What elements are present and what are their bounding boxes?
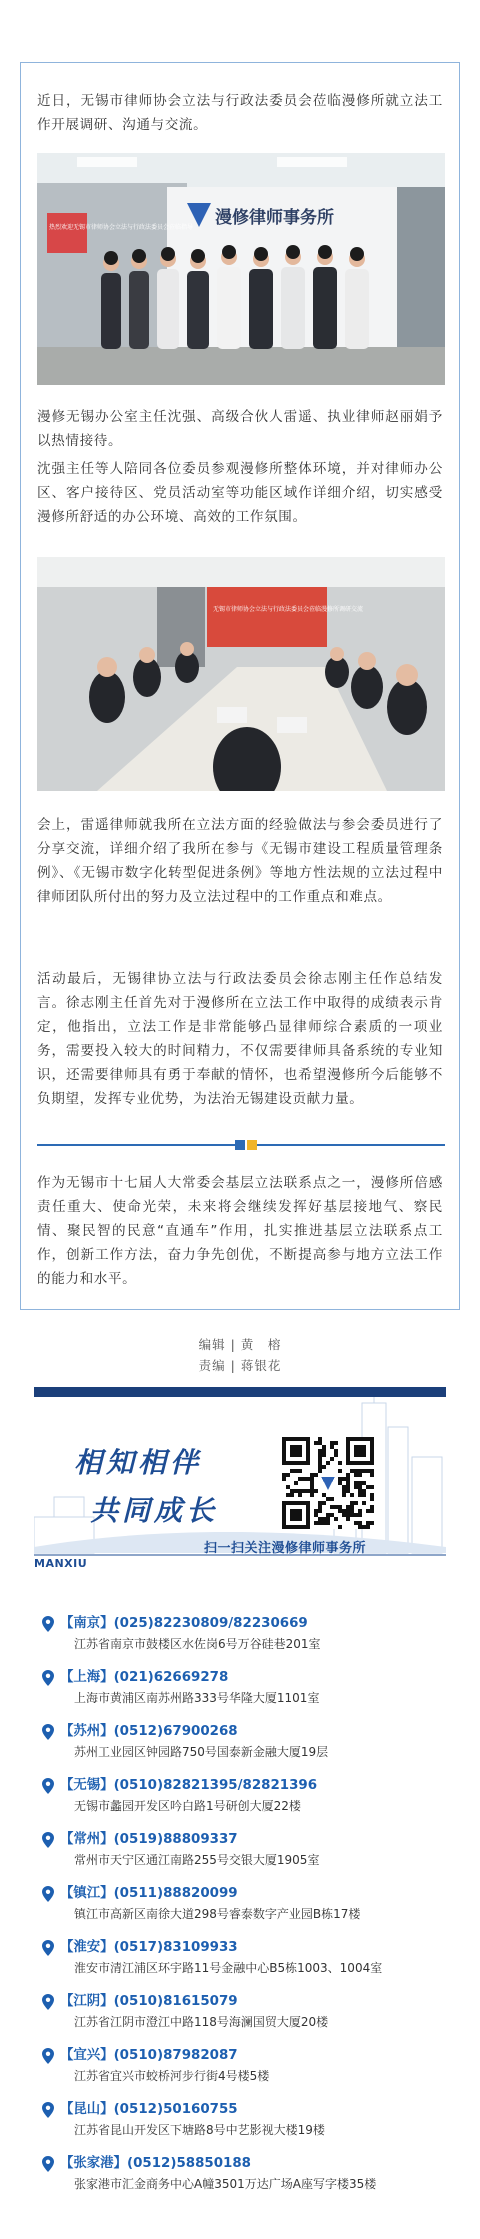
office-address: 江苏省宜兴市蛟桥河步行街4号楼5楼 [74,2069,270,2083]
office-phone: (021)62669278 [113,1670,229,1685]
office-address: 镇江市高新区南徐大道298号睿泰数字产业园B栋17楼 [74,1907,361,1921]
office-heading[interactable]: 【昆山】(0512)50160755 [60,2102,238,2117]
reception-paragraph: 漫修无锡办公室主任沈强、高级合伙人雷遥、执业律师赵丽娟予以热情接待。 [37,409,443,449]
slogan-line-2: 共同成长 [90,1494,219,1527]
office-item-zhangjiagang [36,2152,456,2204]
banner-top-bar [34,1387,446,1397]
tour-paragraph: 沈强主任等人陪同各位委员参观漫修所整体环境，并对律师办公区、客户接待区、党员活动室等功能区域作详细介绍，切实感受漫修所舒适的办公环境、高效的工作氛围。 [37,461,443,525]
office-heading[interactable]: 【淮安】(0517)83109933 [60,1940,238,1955]
editor-line: 编辑 | 黄 榕 [198,1337,282,1352]
office-heading[interactable]: 【无锡】(0510)82821395/82821396 [60,1778,318,1793]
office-heading[interactable]: 【南京】(025)82230809/82230669 [60,1616,308,1631]
office-heading[interactable]: 【常州】(0519)88809337 [60,1832,238,1847]
location-pin-icon [42,1832,54,1848]
office-address: 江苏省江阴市澄江中路118号海澜国贸大厦20楼 [74,2015,329,2029]
office-heading[interactable]: 【张家港】(0512)58850188 [60,2156,251,2171]
meeting-paragraph: 会上，雷遥律师就我所在立法方面的经验做法与参会委员进行了分享交流，详细介绍了我所在参与《无锡市建设工程质量管理条例》、《无锡市数字化转型促进条例》等地方性法规的立法过程中律师团队所付出的努力及立法过程中的工作重点和难点。 [37,817,443,905]
meeting-photo [37,557,445,791]
office-item-nanjing [36,1612,456,1664]
qr-code[interactable] [282,1437,374,1529]
office-address: 无锡市蠡园开发区吟白路1号研创大厦22楼 [74,1799,301,1813]
follow-banner [34,1397,446,1577]
office-item-yixing [36,2044,456,2096]
location-pin-icon [42,1616,54,1632]
location-pin-icon [42,1940,54,1956]
office-address: 江苏省昆山开发区下塘路8号中艺影视大楼19楼 [74,2123,325,2137]
scan-follow-text: 扫一扫关注漫修律师事务所 [204,1541,367,1556]
office-phone: (0510)81615079 [113,1994,238,2009]
office-phone: (025)82230809/82230669 [113,1616,308,1631]
location-pin-icon [42,1670,54,1686]
slogan-line-1: 相知相伴 [74,1446,203,1479]
office-item-jiangyin [36,1990,456,2042]
office-address: 上海市黄浦区南苏州路333号华隆大厦1101室 [74,1691,320,1705]
office-heading[interactable]: 【宜兴】(0510)87982087 [60,2048,238,2063]
office-item-shanghai [36,1666,456,1718]
office-phone: (0510)87982087 [113,2048,238,2063]
location-pin-icon [42,1886,54,1902]
chief-editor-line: 责编 | 蒋银花 [198,1358,282,1373]
office-item-zhenjiang [36,1882,456,1934]
location-pin-icon [42,1778,54,1794]
office-phone: (0511)88820099 [113,1886,238,1901]
office-item-wuxi [36,1774,456,1826]
office-phone: (0512)50160755 [113,2102,238,2117]
office-address: 张家港市汇金商务中心A幢3501万达广场A座写字楼35楼 [74,2177,377,2191]
office-phone: (0517)83109933 [113,1940,238,1955]
office-address: 苏州工业园区钟园路750号国泰新金融大厦19层 [74,1745,329,1759]
firm-sign-text: 漫修律师事务所 [215,208,334,228]
welcome-board-text: 热烈欢迎无锡市律师协会立法与行政法委员会莅临指导 [49,224,194,231]
location-pin-icon [42,1994,54,2010]
office-heading[interactable]: 【镇江】(0511)88820099 [60,1886,238,1901]
office-phone: (0512)58850188 [126,2156,251,2171]
office-address: 常州市天宁区通江南路255号交银大厦1905室 [74,1853,320,1867]
office-item-huaian [36,1936,456,1988]
meeting-screen-text: 无锡市律师协会立法与行政法委员会莅临漫修所调研交流 [213,606,364,613]
office-phone: (0510)82821395/82821396 [113,1778,318,1793]
closing-paragraph: 作为无锡市十七届人大常委会基层立法联系点之一，漫修所倍感责任重大、使命光荣，未来将会继续发挥好基层接地气、察民情、聚民智的民意“直通车”作用，扎实推进基层立法联系点工作，创新工作方法，奋力争先创优，不断提高参与地方立法工作的能力和水平。 [37,1175,443,1287]
office-item-suzhou [36,1720,456,1772]
location-pin-icon [42,2048,54,2064]
brand-wordmark: MANXIU [34,1557,88,1570]
office-address: 淮安市清江浦区环宇路11号金融中心B5栋1003、1004室 [74,1961,383,1975]
office-phone: (0519)88809337 [113,1832,238,1847]
office-heading[interactable]: 【苏州】(0512)67900268 [60,1724,238,1739]
location-pin-icon [42,1724,54,1740]
section-divider [37,1139,445,1151]
office-address: 江苏省南京市鼓楼区水佐岗6号万谷硅巷201室 [74,1637,321,1651]
article-card [20,62,460,1310]
office-heading[interactable]: 【上海】(021)62669278 [60,1670,229,1685]
location-pin-icon [42,2156,54,2172]
summary-paragraph: 活动最后，无锡律协立法与行政法委员会徐志刚主任作总结发言。徐志刚主任首先对于漫修所在立法工作中取得的成绩表示肯定，他指出，立法工作是非常能够凸显律师综合素质的一项业务，需要投入较大的时间精力，不仅需要律师具备系统的专业知识，还需要律师具有勇于奉献的情怀，也希望漫修所今后能够不负期望，发挥专业优势，为法治无锡建设贡献力量。 [37,971,443,1107]
intro-paragraph: 近日，无锡市律师协会立法与行政法委员会莅临漫修所就立法工作开展调研、沟通与交流。 [37,93,443,133]
group-photo [37,153,445,385]
office-phone: (0512)67900268 [113,1724,238,1739]
location-pin-icon [42,2102,54,2118]
office-item-kunshan [36,2098,456,2150]
office-item-changzhou [36,1828,456,1880]
office-heading[interactable]: 【江阴】(0510)81615079 [60,1994,238,2009]
